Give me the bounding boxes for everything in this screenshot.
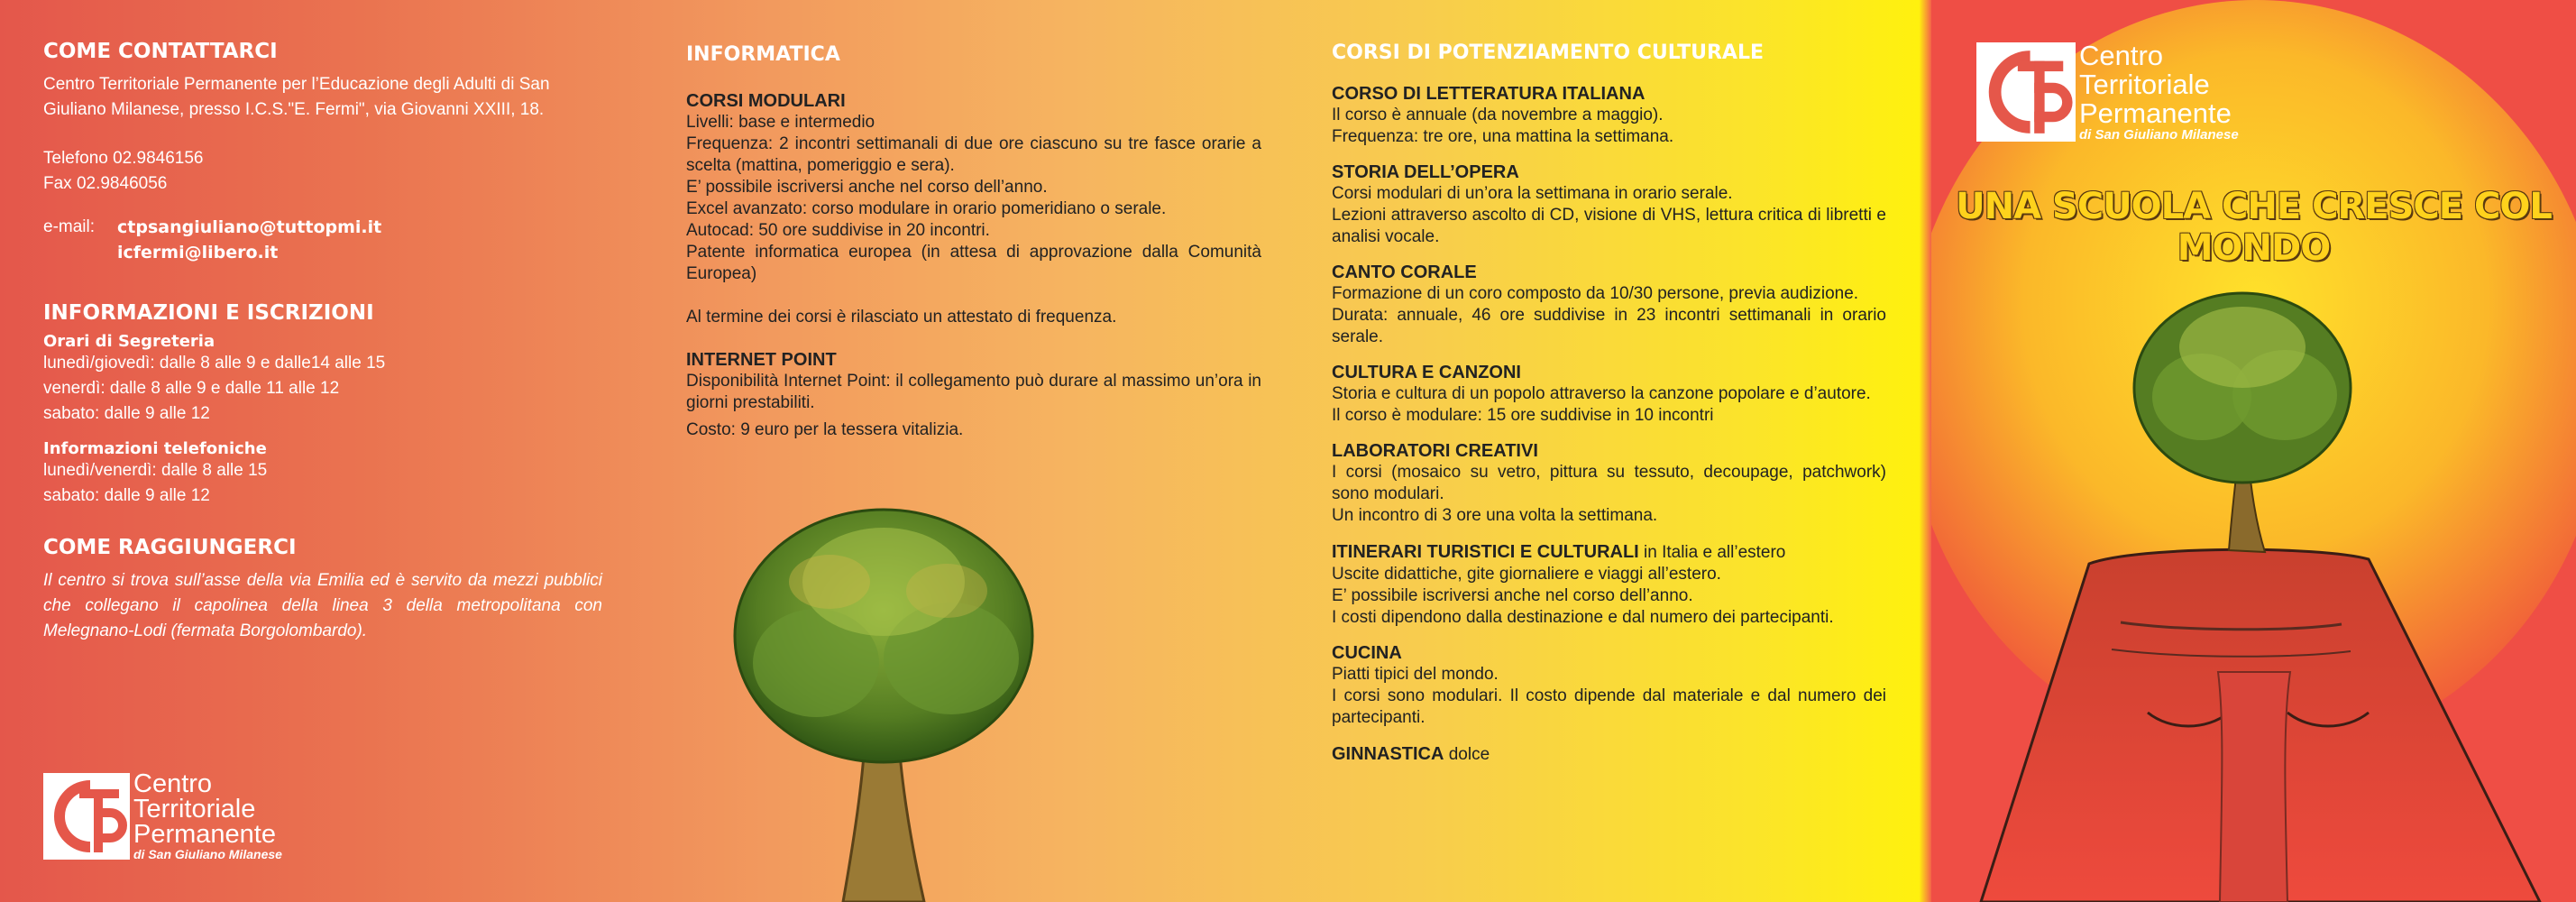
logo-sub: di San Giuliano Milanese (133, 847, 282, 861)
course-item (1332, 643, 1886, 729)
contact-heading: COME CONTATTARCI (43, 40, 278, 63)
course-title: GINNASTICA (1332, 744, 1444, 764)
contact-phone: Telefono 02.9846156 (43, 149, 204, 168)
logo-line3: Permanente (2079, 97, 2232, 129)
course-line: Durata: annuale, 46 ore suddivise in 23 incontri settimanali in orario serale. (1332, 306, 1886, 346)
course-line: Il corso è annuale (da novembre a maggio). (1332, 106, 1664, 124)
culturali-panel (1289, 0, 1886, 902)
course-item (1332, 541, 1886, 629)
contact-address: Centro Territoriale Permanente per l’Educazione degli Adulti di San Giuliano Milanese, presso I.C.S."E. Fermi", via Giovanni XXIII, 18. (43, 75, 550, 119)
course-line: Corsi modulari di un’ora la settimana in orario serale. (1332, 184, 1733, 203)
ctp-logo (43, 771, 282, 861)
course-line: Formazione di un coro composto da 10/30 persone, previa audizione. (1332, 284, 1859, 303)
office-hours-line: venerdì: dalle 8 alle 9 e dalle 11 alle 12 (43, 379, 340, 398)
logo-line2: Territoriale (133, 795, 256, 824)
course-line: Piatti tipici del mondo. (1332, 665, 1499, 684)
course-item (1332, 441, 1886, 527)
logo-line3: Permanente (133, 820, 276, 849)
contact-fax: Fax 02.9846056 (43, 174, 168, 193)
course-item (1332, 363, 1886, 427)
modules-line: Frequenza: 2 incontri settimanali di due ore ciascuno su tre fasce orarie a scelta (mattina, pomeriggio e sera). (686, 134, 1261, 175)
logo-line1: Centro (2079, 40, 2164, 71)
logo-line2: Territoriale (2079, 69, 2210, 100)
reach-text: Il centro si trova sull’asse della via Emilia ed è servito da mezzi pubblici che collegano il capolinea della linea 3 della metropolitana con Melegnano-Lodi (fermata Borgolombardo). (43, 571, 602, 640)
email-row-2 (43, 240, 604, 265)
phone-info-title: Informazioni telefoniche (43, 439, 267, 458)
modules-line: Patente informatica europea (in attesa di approvazione dalla Comunità Europea) (686, 243, 1261, 283)
office-hours-line: lunedì/giovedì: dalle 8 alle 9 e dalle14 alle 15 (43, 354, 386, 373)
email-link-1[interactable]: ctpsangiuliano@tuttopmi.it (117, 217, 382, 237)
course-line: Il corso è modulare: 15 ore suddivise in 10 incontri (1332, 406, 1714, 425)
info-heading: INFORMAZIONI E ISCRIZIONI (43, 301, 374, 325)
cover-slogan: UNA SCUOLA CHE CRESCE COL MONDO (1956, 186, 2552, 269)
course-item (1332, 262, 1886, 348)
course-line: I corsi sono modulari. Il costo dipende dal materiale e dal numero dei partecipanti. (1332, 686, 1886, 727)
course-title: CORSO DI LETTERATURA ITALIANA (1332, 84, 1646, 104)
course-title: CULTURA E CANZONI (1332, 363, 1521, 382)
email-link-2[interactable]: icfermi@libero.it (117, 243, 279, 262)
course-title: LABORATORI CREATIVI (1332, 441, 1538, 461)
modules-line: E’ possibile iscriversi anche nel corso dell’anno. (686, 178, 1048, 197)
course-line: Frequenza: tre ore, una mattina la settimana. (1332, 127, 1674, 146)
logo-line1: Centro (133, 769, 213, 798)
logo-sub: di San Giuliano Milanese (2079, 127, 2239, 143)
course-line: Un incontro di 3 ore una volta la settimana. (1332, 506, 1658, 525)
email-label: e-mail: (43, 217, 96, 236)
course-title: CANTO CORALE (1332, 262, 1477, 282)
office-hours-line: sabato: dalle 9 alle 12 (43, 404, 210, 423)
ctp-logo-mark (1976, 42, 2076, 142)
internet-title: INTERNET POINT (686, 350, 837, 370)
course-title: ITINERARI TURISTICI E CULTURALI (1332, 542, 1639, 562)
modules-line: Excel avanzato: corso modulare in orario pomeridiano o serale. (686, 199, 1167, 218)
cost-text: Costo: 9 euro per la tessera vitalizia. (686, 420, 964, 439)
course-item (1332, 84, 1886, 148)
informatica-heading: INFORMATICA (686, 43, 840, 66)
attestato-text: Al termine dei corsi è rilasciato un attestato di frequenza. (686, 308, 1117, 327)
course-line: I costi dipendono dalla destinazione e dal numero dei partecipanti. (1332, 608, 1834, 627)
tree-illustration (730, 501, 1037, 902)
course-line: I corsi (mosaico su vetro, pittura su tessuto, decoupage, patchwork) sono modulari. (1332, 463, 1886, 503)
modules-line: Autocad: 50 ore suddivise in 20 incontri. (686, 221, 990, 240)
modules-line: Livelli: base e intermedio (686, 113, 875, 132)
course-line: Storia e cultura di un popolo attraverso la canzone popolare e d’autore. (1332, 384, 1871, 403)
informatica-panel (645, 0, 1267, 902)
ctp-logo-mark (43, 773, 130, 860)
internet-text: Disponibilità Internet Point: il collegamento può durare al massimo un’ora in giorni prestabiliti. (686, 372, 1261, 412)
course-title: CUCINA (1332, 643, 1402, 663)
phone-info-line: lunedì/venerdì: dalle 8 alle 15 (43, 461, 268, 480)
modules-title: CORSI MODULARI (686, 91, 846, 111)
course-line: Uscite didattiche, gite giornaliere e viaggi all’estero. (1332, 565, 1721, 584)
course-item (1332, 162, 1886, 248)
course-title-suffix: in Italia e all’estero (1638, 543, 1786, 562)
course-title-suffix: dolce (1444, 745, 1490, 764)
course-line: Lezioni attraverso ascolto di CD, visione di VHS, lettura critica di libretti e analisi vocale. (1332, 206, 1886, 246)
office-hours-title: Orari di Segreteria (43, 332, 215, 351)
course-item (1332, 743, 1886, 766)
email-row (43, 215, 604, 240)
cover-ctp-logo (1976, 41, 2239, 143)
culturali-heading: CORSI DI POTENZIAMENTO CULTURALE (1332, 41, 1764, 64)
course-line: E’ possibile iscriversi anche nel corso dell’anno. (1332, 586, 1693, 605)
contact-panel (0, 0, 631, 902)
cover-panel (1931, 0, 2576, 902)
phone-info-line: sabato: dalle 9 alle 12 (43, 486, 210, 505)
course-title: STORIA DELL’OPERA (1332, 162, 1519, 182)
reach-heading: COME RAGGIUNGERCI (43, 536, 297, 559)
